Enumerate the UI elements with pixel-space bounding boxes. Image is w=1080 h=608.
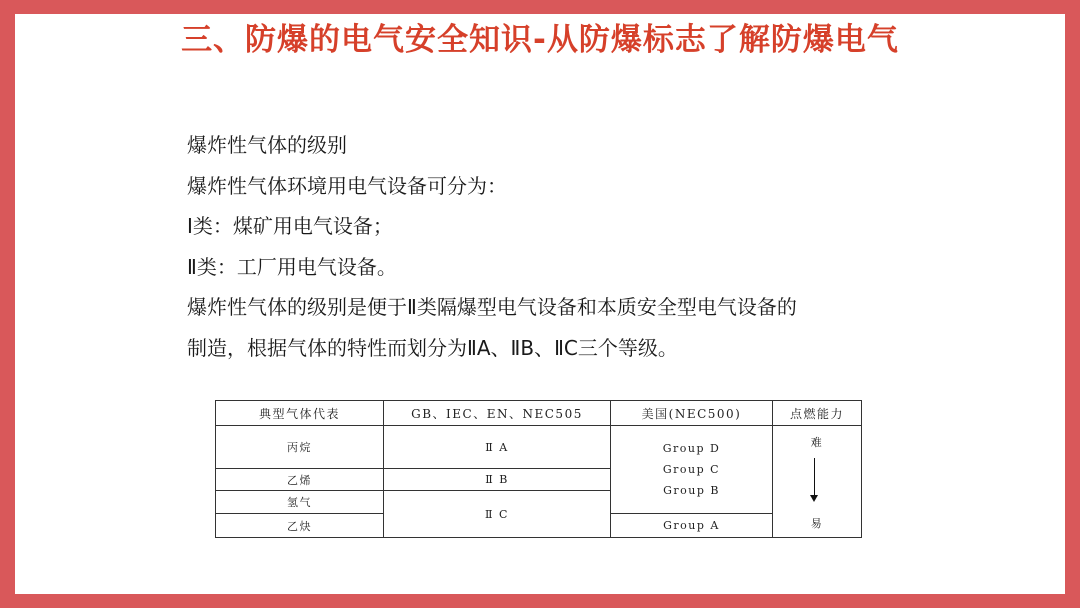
- slide: [15, 14, 1065, 594]
- us-group: Group D: [662, 442, 721, 455]
- header-gb-iec: GB、IEC、EN、NEC505: [384, 401, 611, 426]
- us-group-cell: [611, 426, 773, 514]
- paragraph: Ⅰ类：煤矿用电气设备；: [187, 214, 393, 238]
- body-text: [187, 125, 907, 368]
- us-group: Group C: [662, 463, 721, 476]
- table-row: [216, 426, 862, 469]
- paragraph: 爆炸性气体的级别: [187, 133, 347, 157]
- ignition-hard: 难: [810, 436, 824, 449]
- gas-cell: 丙烷: [216, 426, 384, 469]
- ignition-easy: 易: [810, 517, 824, 530]
- paragraph: Ⅱ类：工厂用电气设备。: [187, 254, 397, 279]
- header-gas: 典型气体代表: [216, 401, 384, 426]
- paragraph: 制造，根据气体的特性而划分为ⅡA、ⅡB、ⅡC三个等级。: [187, 335, 678, 360]
- slide-title: 三、防爆的电气安全知识-从防爆标志了解防爆电气: [181, 22, 899, 58]
- paragraph: 爆炸性气体环境用电气设备可分为：: [187, 173, 507, 198]
- paragraph: 爆炸性气体的级别是便于Ⅱ类隔爆型电气设备和本质安全型电气设备的: [187, 295, 797, 319]
- group-cell: Ⅱ C: [384, 491, 611, 538]
- gas-group-table-wrapper: [215, 400, 863, 539]
- header-us: 美国(NEC500): [611, 401, 773, 426]
- gas-cell: 氢气: [216, 491, 384, 514]
- group-cell: Ⅱ B: [384, 469, 611, 491]
- table-header-row: [216, 401, 862, 426]
- ignition-cell: [773, 426, 862, 538]
- gas-cell: 乙烯: [216, 469, 384, 491]
- gas-cell: 乙炔: [216, 514, 384, 538]
- us-group: Group B: [663, 484, 720, 497]
- gas-group-table: [215, 400, 862, 538]
- group-cell: Ⅱ A: [384, 426, 611, 469]
- header-ignition: 点燃能力: [773, 401, 862, 426]
- us-group-cell: Group A: [611, 514, 773, 538]
- arrow-down-icon: [814, 458, 815, 496]
